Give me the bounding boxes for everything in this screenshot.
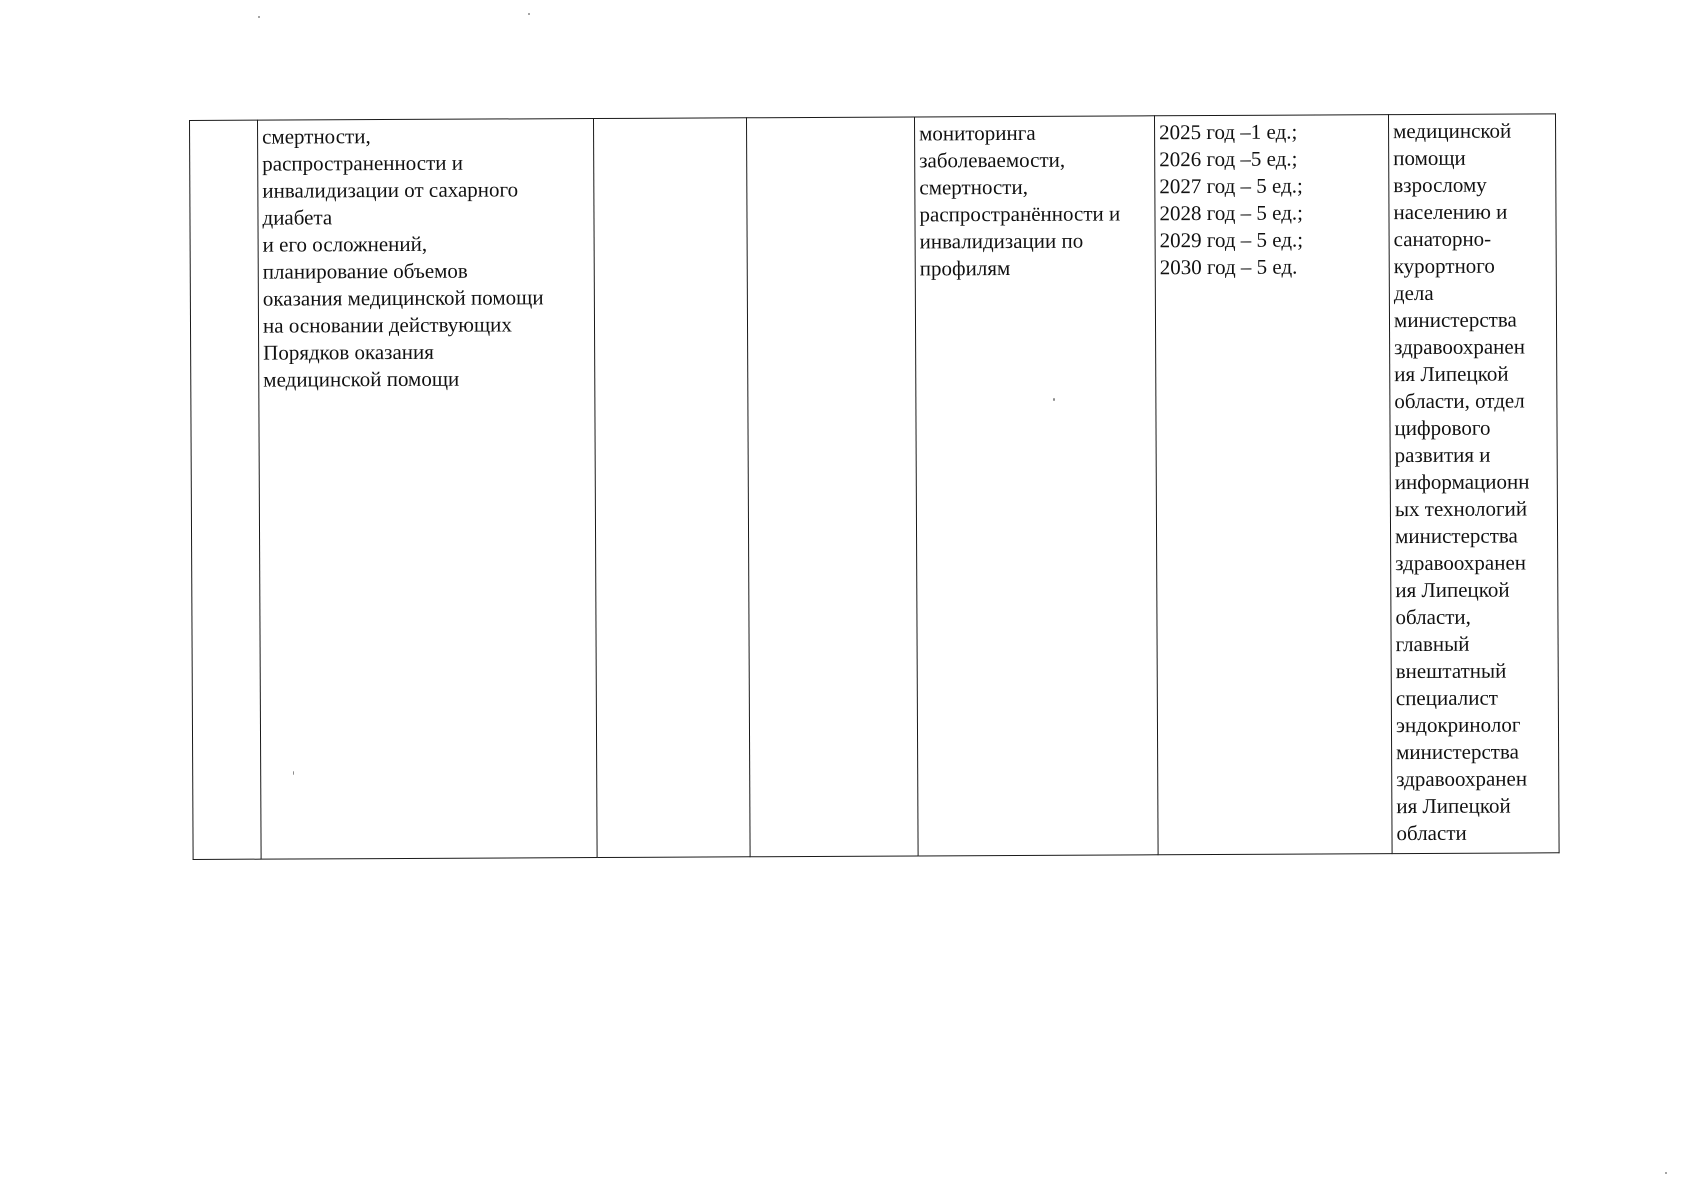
table-row bbox=[190, 114, 1560, 860]
cell-text-line: на основании действующих bbox=[262, 312, 512, 338]
scan-speck bbox=[1665, 1172, 1667, 1174]
cell-text-line: эндокринолог bbox=[1395, 712, 1521, 738]
cell-text-line: оказания медицинской помощи bbox=[262, 285, 544, 311]
cell-text-line: министерства bbox=[1394, 523, 1518, 549]
cell-text-line: смертности, bbox=[262, 124, 371, 149]
cell-text-line: области, bbox=[1395, 604, 1471, 630]
cell-text-line: внештатный bbox=[1395, 658, 1507, 684]
continuation-table bbox=[189, 113, 1560, 860]
cell-text-line: мониторинга bbox=[919, 120, 1036, 146]
cell-text-line: специалист bbox=[1395, 685, 1498, 711]
cell-text-line: развития и bbox=[1394, 442, 1491, 468]
cell-text-line: инвалидизации от сахарного bbox=[262, 177, 519, 203]
table-cell bbox=[190, 120, 262, 859]
cell-text-line: 2029 год – 5 ед.; bbox=[1159, 227, 1304, 253]
cell-text-line: инвалидизации по bbox=[919, 228, 1084, 254]
cell-text-line: цифрового bbox=[1394, 415, 1491, 441]
cell-text-line: и его осложнений, bbox=[262, 231, 428, 257]
cell-text-line: населению и bbox=[1393, 199, 1508, 225]
cell-text-line: Порядков оказания bbox=[263, 339, 434, 365]
cell-text-line: курортного bbox=[1393, 253, 1495, 279]
cell-text-line: 2025 год –1 ед.; bbox=[1159, 119, 1298, 145]
cell-text-line: заболеваемости, bbox=[919, 147, 1066, 173]
cell-text-line: здравоохранен bbox=[1395, 550, 1527, 576]
cell-text-line: главный bbox=[1395, 631, 1470, 657]
table-cell bbox=[258, 119, 598, 860]
scan-speck bbox=[528, 13, 530, 15]
cell-text-line: смертности, bbox=[919, 174, 1028, 200]
cell-text-line: взрослому bbox=[1393, 172, 1487, 198]
cell-text-line: распространенности и bbox=[262, 150, 464, 176]
cell-text-line: здравоохранен bbox=[1394, 334, 1525, 360]
cell-text-line: 2026 год –5 ед.; bbox=[1159, 146, 1298, 172]
cell-text-line: медицинской помощи bbox=[263, 366, 460, 392]
cell-text-line: дела bbox=[1393, 280, 1434, 306]
cell-text-line: ия Липецкой bbox=[1395, 577, 1510, 603]
cell-text-line: министерства bbox=[1396, 739, 1519, 765]
table-cell bbox=[593, 118, 750, 858]
cell-text-line: области, отдел bbox=[1394, 388, 1525, 414]
cell-text-line: ия Липецкой bbox=[1396, 793, 1511, 819]
cell-text-line: профилям bbox=[919, 255, 1011, 281]
cell-text-line: 2028 год – 5 ед.; bbox=[1159, 200, 1304, 226]
cell-text-line: здравоохранен bbox=[1396, 766, 1528, 792]
cell-text-line: 2027 год – 5 ед.; bbox=[1159, 173, 1303, 199]
cell-text-line: медицинской bbox=[1393, 118, 1512, 144]
cell-text-line: области bbox=[1396, 820, 1467, 846]
cell-text-line: информационн bbox=[1394, 469, 1530, 495]
cell-text-line: санаторно- bbox=[1393, 226, 1492, 252]
cell-text-line: ия Липецкой bbox=[1394, 361, 1509, 387]
scan-speck bbox=[293, 771, 294, 775]
cell-text-line: помощи bbox=[1393, 145, 1466, 171]
table-cell bbox=[1154, 115, 1392, 855]
cell-text-line: планирование объемов bbox=[262, 258, 468, 284]
cell-text-line: ых технологий bbox=[1394, 496, 1528, 522]
cell-text-line: министерства bbox=[1393, 307, 1517, 333]
cell-text-line: диабета bbox=[262, 205, 333, 230]
table-cell bbox=[746, 117, 918, 857]
scan-speck bbox=[258, 16, 260, 18]
table-cell bbox=[914, 116, 1158, 856]
cell-text-line: распространённости и bbox=[919, 201, 1121, 227]
cell-text-line: 2030 год – 5 ед. bbox=[1159, 254, 1298, 280]
scan-speck bbox=[1053, 398, 1055, 401]
table-cell bbox=[1388, 114, 1559, 854]
